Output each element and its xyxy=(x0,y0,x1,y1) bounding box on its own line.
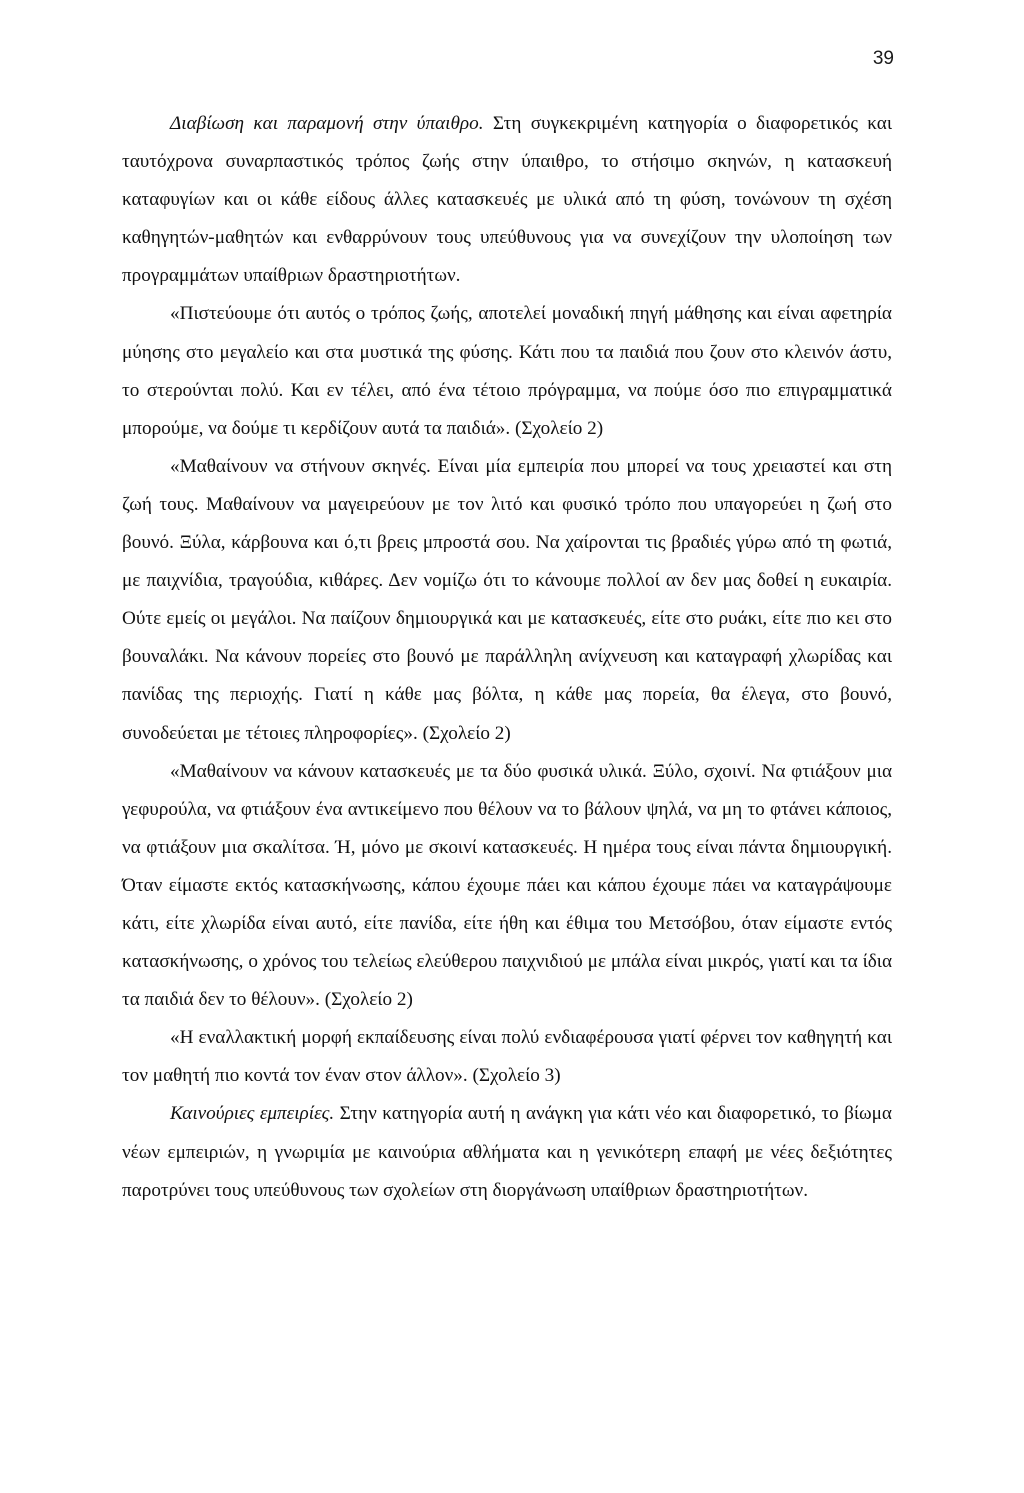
quote-text: «Μαθαίνουν να στήνουν σκηνές. Είναι μία εμπειρία που μπορεί να τους χρειαστεί και στη ζωή τους. Μαθαίνουν να μαγειρεύουν με τον λιτό και φυσικό τρόπο που υπαγορεύει η ζωή στο βουνό. Ξύλα, κάρβουνα και ό,τι βρεις μπροστά σου. Να χαίρονται τις βραδιές γύρω από τη φωτιά, με παιχνίδια, τραγούδια, κιθάρες. Δεν νομίζω ότι το κάνουμε πολλοί αν δεν μας δοθεί η ευκαιρία. Ούτε εμείς οι μεγάλοι. Να παίζουν δημιουργικά και με κατασκευές, είτε στο ρυάκι, είτε πιο κει στο βουναλάκι. Να κάνουν πορείες στο βουνό με παράλληλη ανίχνευση και καταγραφή χλωρίδας και πανίδας της περιοχής. Γιατί η κάθε μας βόλτα, η κάθε μας πορεία, θα έλεγα, στο βουνό, συνοδεύεται με τέτοιες πληροφορίες». (Σχολείο 2) xyxy=(122,455,892,744)
section-heading-outdoor-living: Διαβίωση και παραμονή στην ύπαιθρο. xyxy=(170,113,484,134)
quote-school-2-b xyxy=(122,448,892,753)
quote-school-2-c xyxy=(122,753,892,1020)
paragraph-text: Στην κατηγορία αυτή η ανάγκη για κάτι νέο και διαφορετικό, το βίωμα νέων εμπειριών, η γνωριμία με καινούρια αθλήματα και η γενικότερη επαφή με νέες δεξιότητες παροτρύνει τους υπεύθυνους των σχολείων στη διοργάνωση υπαίθριων δραστηριοτήτων. xyxy=(122,1103,892,1201)
quote-text: «Μαθαίνουν να κάνουν κατασκευές με τα δύο φυσικά υλικά. Ξύλο, σχοινί. Να φτιάξουν μια γεφυρούλα, να φτιάξουν ένα αντικείμενο που θέλουν να το βάλουν ψηλά, να μη το φτάνει κάποιος, να φτιάξουν μια σκαλίτσα. Ή, μόνο με σκοινί κατασκευές. Η ημέρα τους είναι πάντα δημιουργική. Όταν είμαστε εκτός κατασκήνωσης, κάπου έχουμε πάει και κάπου έχουμε πάει να καταγράψουμε κάτι, είτε χλωρίδα είναι αυτό, είτε πανίδα, είτε ήθη και έθιμα του Μετσόβου, όταν είμαστε εντός κατασκήνωσης, ο χρόνος του τελείως ελεύθερου παιχνιδιού με μπάλα είναι μικρός, γιατί και τα ίδια τα παιδιά δεν το θέλουν». (Σχολείο 2) xyxy=(122,760,892,1011)
paragraph-text: Στη συγκεκριμένη κατηγορία ο διαφορετικός και ταυτόχρονα συναρπαστικός τρόπος ζωής στην ύπαιθρο, το στήσιμο σκηνών, η κατασκευή καταφυγίων και οι κάθε είδους άλλες κατασκευές με υλικά από τη φύση, τονώνουν τη σχέση καθηγητών-μαθητών και ενθαρρύνουν τους υπεύθυνους για να συνεχίζουν την υλοποίηση των προγραμμάτων υπαίθριων δραστηριοτήτων. xyxy=(122,113,892,287)
paragraph-outdoor-living xyxy=(122,105,892,295)
quote-text: «Η εναλλακτική μορφή εκπαίδευσης είναι πολύ ενδιαφέρουσα γιατί φέρνει τον καθηγητή και τον μαθητή πιο κοντά τον έναν στον άλλον». (Σχολείο 3) xyxy=(122,1027,892,1087)
quote-school-2-a xyxy=(122,295,892,447)
document-body xyxy=(122,105,892,1210)
section-heading-new-experiences: Καινούριες εμπειρίες. xyxy=(170,1103,335,1125)
paragraph-new-experiences xyxy=(122,1095,892,1209)
quote-text: «Πιστεύουμε ότι αυτός ο τρόπος ζωής, αποτελεί μοναδική πηγή μάθησης και είναι αφετηρία μύησης στο μεγαλείο και στα μυστικά της φύσης. Κάτι που τα παιδιά που ζουν στο κλεινόν άστυ, το στερούνται πολύ. Και εν τέλει, από ένα τέτοιο πρόγραμμα, να πούμε όσο πιο επιγραμματικά μπορούμε, να δούμε τι κερδίζουν αυτά τα παιδιά». (Σχολείο 2) xyxy=(122,303,892,439)
page-number: 39 xyxy=(872,48,894,69)
quote-school-3 xyxy=(122,1019,892,1095)
